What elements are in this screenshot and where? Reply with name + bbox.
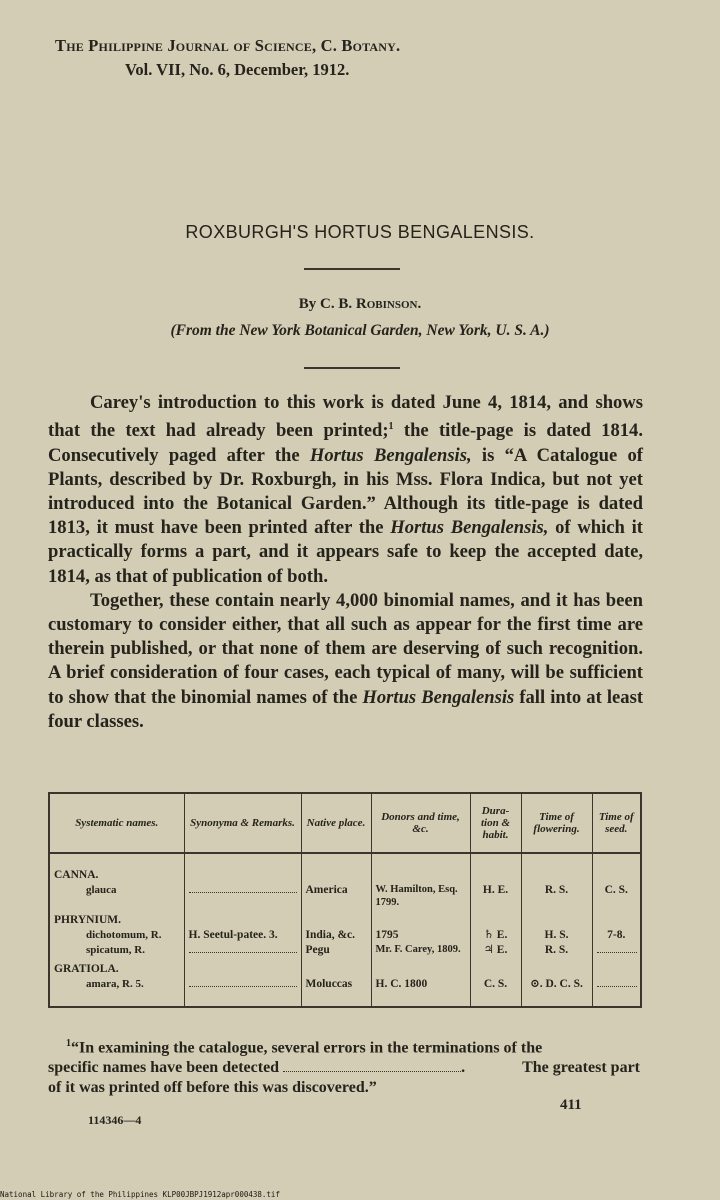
article-body	[48, 391, 643, 734]
italic-title: Hortus Bengalensis,	[309, 444, 472, 466]
seed-time: 7-8.	[592, 928, 641, 943]
author-name: C. B. Robinson.	[320, 296, 422, 312]
footnote-line	[48, 1078, 640, 1098]
native-place: Pegu	[301, 943, 371, 958]
volume-line: Vol. VII, No. 6, December, 1912.	[125, 60, 350, 79]
duration-habit: ♄ E.	[470, 928, 521, 943]
footnote-marker: 1	[66, 1038, 71, 1049]
printer-signature: 114346—4	[88, 1113, 142, 1127]
footnote-line	[48, 1058, 640, 1078]
journal-title: The Philippine Journal of Science, C. Botany.	[55, 36, 401, 55]
text-run: fall into at least four classes.	[48, 686, 644, 732]
donor-time: W. Hamilton, Esq. 1799.	[371, 883, 470, 909]
column-header: Time of seed.	[592, 793, 641, 853]
paragraph-1	[48, 391, 643, 589]
title-rule	[304, 268, 400, 270]
column-header: Systematic names.	[49, 793, 184, 853]
donor-time: 1795	[371, 928, 470, 943]
by-prefix: By	[298, 296, 317, 312]
flowering-time: H. S.	[521, 928, 592, 943]
column-header: Dura-tion & habit.	[470, 793, 521, 853]
seed-time: C. S.	[592, 883, 641, 909]
column-header: Donors and time, &c.	[371, 793, 470, 853]
flowering-time: R. S.	[521, 943, 592, 958]
native-place: India, &c.	[301, 928, 371, 943]
genus-name: CANNA.	[49, 853, 184, 883]
footnote-text: “In examining the catalogue, several errors in the terminations of the	[71, 1039, 543, 1057]
column-header: Time of flowering.	[521, 793, 592, 853]
species-name: glauca	[49, 883, 184, 909]
native-place: Moluccas	[301, 977, 371, 1007]
affiliation: (From the New York Botanical Garden, New York, U. S. A.)	[170, 322, 550, 339]
table-row	[49, 883, 641, 909]
article-title: ROXBURGH'S HORTUS BENGALENSIS.	[185, 222, 535, 242]
species-name: amara, R. 5.	[49, 977, 184, 1007]
column-header: Native place.	[301, 793, 371, 853]
italic-title: Hortus Bengalensis,	[390, 517, 549, 539]
text-run: the title-page is dated 1814. Consecutively paged after the	[48, 420, 643, 466]
text-run: Carey's introduction to this work is dated June 4, 1814, and shows that the text had already been printed;	[48, 392, 643, 442]
species-name: spicatum, R.	[49, 943, 184, 958]
genus-name: PHRYNIUM.	[49, 909, 184, 928]
column-header: Synonyma & Remarks.	[184, 793, 301, 853]
text-run: of which it practically forms a part, and it appears safe to keep the accepted date, 1814, as that of publication of both.	[48, 517, 643, 587]
table-row	[49, 958, 641, 977]
table-row	[49, 909, 641, 928]
table-row	[49, 977, 641, 1007]
byline	[0, 296, 720, 313]
scan-imprint: National Library of the Philippines KLP00JBPJ1912apr000438.tif	[0, 1190, 280, 1199]
flowering-time: R. S.	[521, 883, 592, 909]
donor-time: Mr. F. Carey, 1809.	[371, 943, 470, 958]
species-name: dichotomum, R.	[49, 928, 184, 943]
duration-habit: ♃ E.	[470, 943, 521, 958]
affiliation-rule	[304, 367, 400, 369]
table-row	[49, 853, 641, 883]
footnote	[48, 1034, 640, 1098]
text-run: Together, these contain nearly 4,000 binomial names, and it has been customary to consider either, that all such as appear for the first time are therein published, or that none of them are deserving of such recognition. A brief consideration of four cases, each typical of many, will be sufficient to show that the binomial names of the	[48, 589, 643, 708]
footnote-line	[48, 1034, 640, 1058]
plant-catalogue-table	[48, 792, 642, 1008]
flowering-time: ⊙. D. C. S.	[521, 977, 592, 1007]
table-row	[49, 928, 641, 943]
paragraph-2	[48, 589, 643, 734]
synonym-remark: H. Seetul-patee. 3.	[184, 928, 301, 943]
page-number: 411	[560, 1097, 582, 1113]
duration-habit: H. E.	[470, 883, 521, 909]
footnote-text: The greatest part	[522, 1059, 640, 1077]
footnote-text: specific names have been detected	[48, 1059, 280, 1077]
text-run: is “A Catalogue of Plants, described by Dr. Roxburgh, in his Mss. Flora Indica, but not yet introduced into the Botanical Garden.” Although its title-page is dated 1813, it must have been printed after the	[48, 444, 643, 539]
donor-time: H. C. 1800	[371, 977, 470, 1007]
table-row	[49, 943, 641, 958]
italic-title: Hortus Bengalensis	[362, 686, 515, 708]
genus-name: GRATIOLA.	[49, 958, 184, 977]
footnote-ref: 1	[388, 421, 394, 433]
duration-habit: C. S.	[470, 977, 521, 1007]
table-header-row	[49, 793, 641, 853]
footnote-text: .	[461, 1059, 466, 1077]
native-place: America	[301, 883, 371, 909]
footnote-text: of it was printed off before this was discovered.”	[48, 1079, 377, 1097]
